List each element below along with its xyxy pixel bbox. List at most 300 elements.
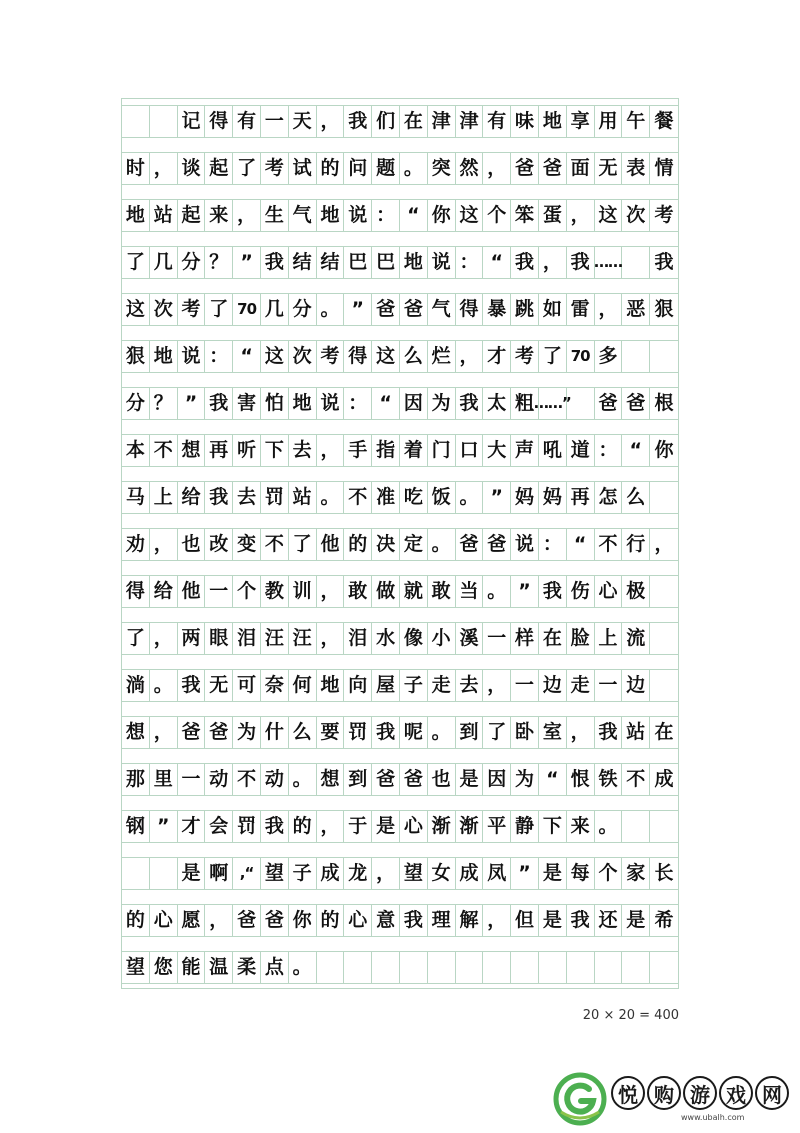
grid-cell: 站	[150, 199, 178, 232]
grid-cell: 罚	[261, 481, 289, 514]
grid-row	[122, 669, 678, 702]
grid-row	[122, 199, 678, 232]
grid-cell: 吼	[539, 434, 567, 467]
grid-cell: 雷	[567, 293, 595, 326]
grid-cell: 结	[289, 246, 317, 279]
grid-cell: 。	[317, 293, 345, 326]
grid-cell: 渐	[456, 810, 484, 843]
grid-cell: 室	[539, 716, 567, 749]
grid-cell: 淌	[122, 669, 150, 702]
grid-cell: 情	[650, 152, 678, 185]
grid-cell: 几	[261, 293, 289, 326]
grid-cell: 大	[483, 434, 511, 467]
grid-cell: 罚	[233, 810, 261, 843]
grid-cell: 的	[122, 904, 150, 937]
grid-cell: ”	[150, 810, 178, 843]
grid-cell: ，	[205, 904, 233, 937]
grid-cell: ，	[317, 810, 345, 843]
grid-row	[122, 528, 678, 561]
watermark-logo	[553, 1070, 793, 1128]
grid-cell: ，	[317, 434, 345, 467]
grid-cell: 当	[456, 575, 484, 608]
grid-cell: ，	[150, 528, 178, 561]
grid-cell: 我	[205, 481, 233, 514]
grid-cell: ，	[317, 575, 345, 608]
grid-cell: 这	[122, 293, 150, 326]
grid-cell: 你	[428, 199, 456, 232]
grid-cell: 狠	[650, 293, 678, 326]
grid-cell: 得	[456, 293, 484, 326]
grid-cell: “	[483, 246, 511, 279]
grid-cell: 准	[372, 481, 400, 514]
grid-cell: 心	[400, 810, 428, 843]
grid-cell	[650, 340, 678, 373]
grid-cell: 考	[317, 340, 345, 373]
grid-cell: ：	[595, 434, 623, 467]
grid-cell: 他	[178, 575, 206, 608]
grid-cell: 望	[122, 951, 150, 984]
grid-cell: 我	[261, 246, 289, 279]
grid-cell: 爸	[483, 528, 511, 561]
grid-cell: 意	[372, 904, 400, 937]
grid-cell: 了	[539, 340, 567, 373]
grid-cell: 一	[261, 105, 289, 138]
grid-cell: 个	[483, 199, 511, 232]
grid-row	[122, 293, 678, 326]
grid-cell: 地	[289, 387, 317, 420]
watermark-url: www.ubalh.com	[681, 1113, 745, 1122]
grid-cell: 我	[595, 716, 623, 749]
watermark-brand-char: 购	[647, 1076, 681, 1110]
grid-cell: 走	[567, 669, 595, 702]
grid-cell: 奈	[261, 669, 289, 702]
grid-cell: 给	[150, 575, 178, 608]
grid-cell: 边	[622, 669, 650, 702]
grid-cell: 样	[511, 622, 539, 655]
grid-cell: 这	[372, 340, 400, 373]
grid-cell: 啊	[205, 857, 233, 890]
grid-cell: 那	[122, 763, 150, 796]
grid-cell: 汪	[261, 622, 289, 655]
grid-cell: 考	[511, 340, 539, 373]
grid-cell: 敢	[344, 575, 372, 608]
grid-cell: 上	[150, 481, 178, 514]
grid-cell: ：	[539, 528, 567, 561]
grid-cell: 在	[539, 622, 567, 655]
grid-cell: 我	[567, 904, 595, 937]
grid-cell: 记	[178, 105, 206, 138]
grid-cell: 心	[595, 575, 623, 608]
grid-cell: 个	[233, 575, 261, 608]
grid-cell: 用	[595, 105, 623, 138]
grid-cell: 问	[344, 152, 372, 185]
grid-cell: 希	[650, 904, 678, 937]
grid-cell: 然	[456, 152, 484, 185]
grid-cell: 凤	[483, 857, 511, 890]
grid-cell: 考	[650, 199, 678, 232]
grid-cell: 着	[400, 434, 428, 467]
grid-cell	[456, 951, 484, 984]
grid-cell: 心	[150, 904, 178, 937]
grid-cell: 的	[289, 810, 317, 843]
grid-cell: 下	[261, 434, 289, 467]
grid-row	[122, 951, 678, 984]
grid-cell: ，	[567, 199, 595, 232]
grid-cell: 行	[622, 528, 650, 561]
grid-cell	[150, 105, 178, 138]
watermark-brand-char: 游	[683, 1076, 717, 1110]
grid-cell: 么	[400, 340, 428, 373]
grid-cell: 来	[205, 199, 233, 232]
grid-cell: 结	[317, 246, 345, 279]
grid-cell: 动	[261, 763, 289, 796]
grid-cell: 想	[122, 716, 150, 749]
grid-cell: 这	[456, 199, 484, 232]
grid-cell: 两	[178, 622, 206, 655]
grid-cell: 我	[567, 246, 595, 279]
grid-cell: ……”	[539, 387, 567, 420]
grid-cell: 。	[150, 669, 178, 702]
grid-cell: 我	[650, 246, 678, 279]
grid-cell: 餐	[650, 105, 678, 138]
grid-cell: 蛋	[539, 199, 567, 232]
grid-row	[122, 904, 678, 937]
grid-cell: 了	[483, 716, 511, 749]
grid-cell: 想	[317, 763, 345, 796]
grid-row	[122, 763, 678, 796]
grid-cell: 我	[372, 716, 400, 749]
grid-cell: 。	[289, 951, 317, 984]
grid-cell: 爸	[400, 763, 428, 796]
grid-cell	[428, 951, 456, 984]
grid-cell: 这	[595, 199, 623, 232]
grid-cell: ，	[539, 246, 567, 279]
grid-row	[122, 246, 678, 279]
grid-cell: 爸	[400, 293, 428, 326]
grid-cell: ，	[233, 199, 261, 232]
grid-cell: 跳	[511, 293, 539, 326]
grid-cell: 你	[650, 434, 678, 467]
grid-cell: 说	[428, 246, 456, 279]
grid-cell: 为	[511, 763, 539, 796]
grid-cell: 为	[428, 387, 456, 420]
grid-cell: 怕	[261, 387, 289, 420]
grid-cell: ……	[595, 246, 623, 279]
grid-cell: 我	[456, 387, 484, 420]
grid-cell: 望	[400, 857, 428, 890]
grid-cell: ”	[511, 575, 539, 608]
grid-cell: 平	[483, 810, 511, 843]
grid-cell: 因	[400, 387, 428, 420]
grid-cell: 起	[178, 199, 206, 232]
grid-cell: 本	[122, 434, 150, 467]
grid-cell: 了	[122, 622, 150, 655]
grid-cell: 钢	[122, 810, 150, 843]
grid-cell: 表	[622, 152, 650, 185]
grid-cell: 成	[650, 763, 678, 796]
grid-cell: 脸	[567, 622, 595, 655]
grid-cell: 水	[372, 622, 400, 655]
grid-cell: 们	[372, 105, 400, 138]
grid-cell: 试	[289, 152, 317, 185]
grid-cell: 的	[317, 152, 345, 185]
grid-cell: 他	[317, 528, 345, 561]
grid-cell: 地	[539, 105, 567, 138]
grid-cell: 门	[428, 434, 456, 467]
grid-cell: 爸	[622, 387, 650, 420]
grid-cell: 在	[650, 716, 678, 749]
grid-cell: 柔	[233, 951, 261, 984]
grid-cell: 愿	[178, 904, 206, 937]
grid-cell: 可	[233, 669, 261, 702]
grid-cell: 指	[372, 434, 400, 467]
grid-cell: 做	[372, 575, 400, 608]
grid-cell: 如	[539, 293, 567, 326]
grid-cell: 爸	[261, 904, 289, 937]
grid-cell: 地	[150, 340, 178, 373]
watermark-brand-char: 网	[755, 1076, 789, 1110]
grid-cell: ,“	[233, 857, 261, 890]
grid-cell	[122, 105, 150, 138]
grid-cell: 多	[595, 340, 623, 373]
grid-cell: 。	[289, 763, 317, 796]
grid-cell: 爸	[205, 716, 233, 749]
grid-cell: 。	[428, 528, 456, 561]
grid-cell: ：	[372, 199, 400, 232]
grid-row	[122, 105, 678, 138]
grid-cell: 敢	[428, 575, 456, 608]
watermark-brand-char: 戏	[719, 1076, 753, 1110]
grid-cell: 次	[289, 340, 317, 373]
grid-cell	[650, 622, 678, 655]
grid-cell: 分	[178, 246, 206, 279]
grid-cell: 巴	[372, 246, 400, 279]
grid-cell: 泪	[233, 622, 261, 655]
grid-cell: 屋	[372, 669, 400, 702]
grid-cell: 爸	[233, 904, 261, 937]
grid-row	[122, 387, 678, 420]
grid-cell: 极	[622, 575, 650, 608]
grid-cell: ：	[344, 387, 372, 420]
grid-cell: 是	[539, 857, 567, 890]
grid-cell: 得	[205, 105, 233, 138]
grid-cell: 但	[511, 904, 539, 937]
grid-cell: 泪	[344, 622, 372, 655]
grid-cell: 么	[622, 481, 650, 514]
grid-cell	[650, 810, 678, 843]
grid-cell: 因	[483, 763, 511, 796]
grid-cell: 爸	[372, 763, 400, 796]
grid-row	[122, 857, 678, 890]
grid-cell: ”	[233, 246, 261, 279]
grid-cell: 能	[178, 951, 206, 984]
grid-cell: “	[372, 387, 400, 420]
grid-cell: 地	[122, 199, 150, 232]
grid-cell: 子	[289, 857, 317, 890]
grid-cell: 动	[205, 763, 233, 796]
grid-cell: 饭	[428, 481, 456, 514]
grid-cell: 了	[205, 293, 233, 326]
grid-cell: 呢	[400, 716, 428, 749]
grid-cell: 我	[400, 904, 428, 937]
grid-cell	[150, 857, 178, 890]
grid-cell: 去	[233, 481, 261, 514]
grid-cell: 您	[150, 951, 178, 984]
grid-cell: 理	[428, 904, 456, 937]
grid-cell: 道	[567, 434, 595, 467]
grid-cell: 心	[344, 904, 372, 937]
grid-cell: ”	[511, 857, 539, 890]
grid-cell: 给	[178, 481, 206, 514]
grid-cell: 起	[205, 152, 233, 185]
grid-cell: 去	[289, 434, 317, 467]
grid-cell: 了	[289, 528, 317, 561]
grid-cell: 粗	[511, 387, 539, 420]
grid-cell: 不	[261, 528, 289, 561]
grid-cell: 为	[233, 716, 261, 749]
grid-cell: 考	[261, 152, 289, 185]
grid-row	[122, 810, 678, 843]
grid-cell: 到	[456, 716, 484, 749]
grid-cell: 一	[511, 669, 539, 702]
grid-cell: 边	[539, 669, 567, 702]
grid-cell: 一	[595, 669, 623, 702]
grid-cell: 再	[567, 481, 595, 514]
grid-cell: 次	[622, 199, 650, 232]
grid-cell: 有	[483, 105, 511, 138]
grid-cell: 走	[428, 669, 456, 702]
grid-cell: 地	[400, 246, 428, 279]
grid-cell: 解	[456, 904, 484, 937]
grid-cell: 说	[317, 387, 345, 420]
grid-cell: 流	[622, 622, 650, 655]
grid-cell: 不	[622, 763, 650, 796]
grid-cell: “	[233, 340, 261, 373]
grid-cell: 天	[289, 105, 317, 138]
grid-cell: 铁	[595, 763, 623, 796]
grid-cell: 何	[289, 669, 317, 702]
grid-cell: 才	[178, 810, 206, 843]
grid-cell: 地	[317, 669, 345, 702]
grid-cell	[622, 810, 650, 843]
grid-cell: 女	[428, 857, 456, 890]
grid-cell: 再	[205, 434, 233, 467]
grid-cell: 罚	[344, 716, 372, 749]
grid-cell	[567, 951, 595, 984]
grid-cell: ，	[483, 152, 511, 185]
grid-cell: 享	[567, 105, 595, 138]
grid-cell: 家	[622, 857, 650, 890]
grid-cell: 气	[289, 199, 317, 232]
grid-cell: 妈	[511, 481, 539, 514]
grid-row	[122, 434, 678, 467]
grid-cell: 爸	[595, 387, 623, 420]
grid-cell	[483, 951, 511, 984]
grid-cell: 考	[178, 293, 206, 326]
grid-cell	[372, 951, 400, 984]
grid-cell: 每	[567, 857, 595, 890]
grid-cell: 得	[344, 340, 372, 373]
grid-cell: 我	[178, 669, 206, 702]
grid-cell: 我	[344, 105, 372, 138]
grid-cell: 劝	[122, 528, 150, 561]
grid-row	[122, 481, 678, 514]
grid-cell	[122, 857, 150, 890]
grid-cell: 暴	[483, 293, 511, 326]
grid-cell: 么	[289, 716, 317, 749]
grid-cell: 无	[595, 152, 623, 185]
grid-cell: 根	[650, 387, 678, 420]
grid-cell	[650, 575, 678, 608]
grid-cell: 面	[567, 152, 595, 185]
grid-cell: 时	[122, 152, 150, 185]
grid-cell: 题	[372, 152, 400, 185]
grid-cell: 突	[428, 152, 456, 185]
grid-cell	[622, 340, 650, 373]
grid-row	[122, 622, 678, 655]
grid-cell: 害	[233, 387, 261, 420]
grid-cell: 不	[595, 528, 623, 561]
grid-cell: 爸	[178, 716, 206, 749]
grid-cell: ，	[483, 904, 511, 937]
grid-cell: 去	[456, 669, 484, 702]
grid-cell: 长	[650, 857, 678, 890]
grid-cell: ，	[456, 340, 484, 373]
grid-cell: ，	[567, 716, 595, 749]
grid-cell: 怎	[595, 481, 623, 514]
grid-cell: 是	[539, 904, 567, 937]
grid-cell: 。	[428, 716, 456, 749]
grid-cell: 我	[261, 810, 289, 843]
grid-row	[122, 152, 678, 185]
grid-cell: 训	[289, 575, 317, 608]
grid-cell	[650, 481, 678, 514]
grid-cell: 在	[400, 105, 428, 138]
grid-cell: “	[567, 528, 595, 561]
grid-cell: ，	[372, 857, 400, 890]
grid-cell	[595, 951, 623, 984]
grid-cell: 说	[178, 340, 206, 373]
grid-cell: 次	[150, 293, 178, 326]
grid-cell: 爸	[511, 152, 539, 185]
grid-cell: 是	[456, 763, 484, 796]
grid-cell: 一	[178, 763, 206, 796]
grid-cell: ？	[205, 246, 233, 279]
grid-cell: 。	[456, 481, 484, 514]
grid-cell: 上	[595, 622, 623, 655]
grid-cell: ？	[150, 387, 178, 420]
watermark-brand-name	[611, 1076, 791, 1110]
grid-cell: 站	[622, 716, 650, 749]
grid-cell: 是	[178, 857, 206, 890]
grid-cell: 了	[122, 246, 150, 279]
grid-cell: 一	[483, 622, 511, 655]
grid-cell: 望	[261, 857, 289, 890]
grid-cell	[539, 951, 567, 984]
grid-cell: 是	[622, 904, 650, 937]
grid-cell: 分	[289, 293, 317, 326]
grid-cell: ，	[317, 105, 345, 138]
grid-cell: 像	[400, 622, 428, 655]
grid-cell: 站	[289, 481, 317, 514]
grid-cell: ，	[150, 152, 178, 185]
grid-cell: ”	[344, 293, 372, 326]
grid-cell: 决	[372, 528, 400, 561]
grid-cell: “	[400, 199, 428, 232]
grid-cell: 几	[150, 246, 178, 279]
grid-cell	[511, 951, 539, 984]
grid-cell: 恨	[567, 763, 595, 796]
